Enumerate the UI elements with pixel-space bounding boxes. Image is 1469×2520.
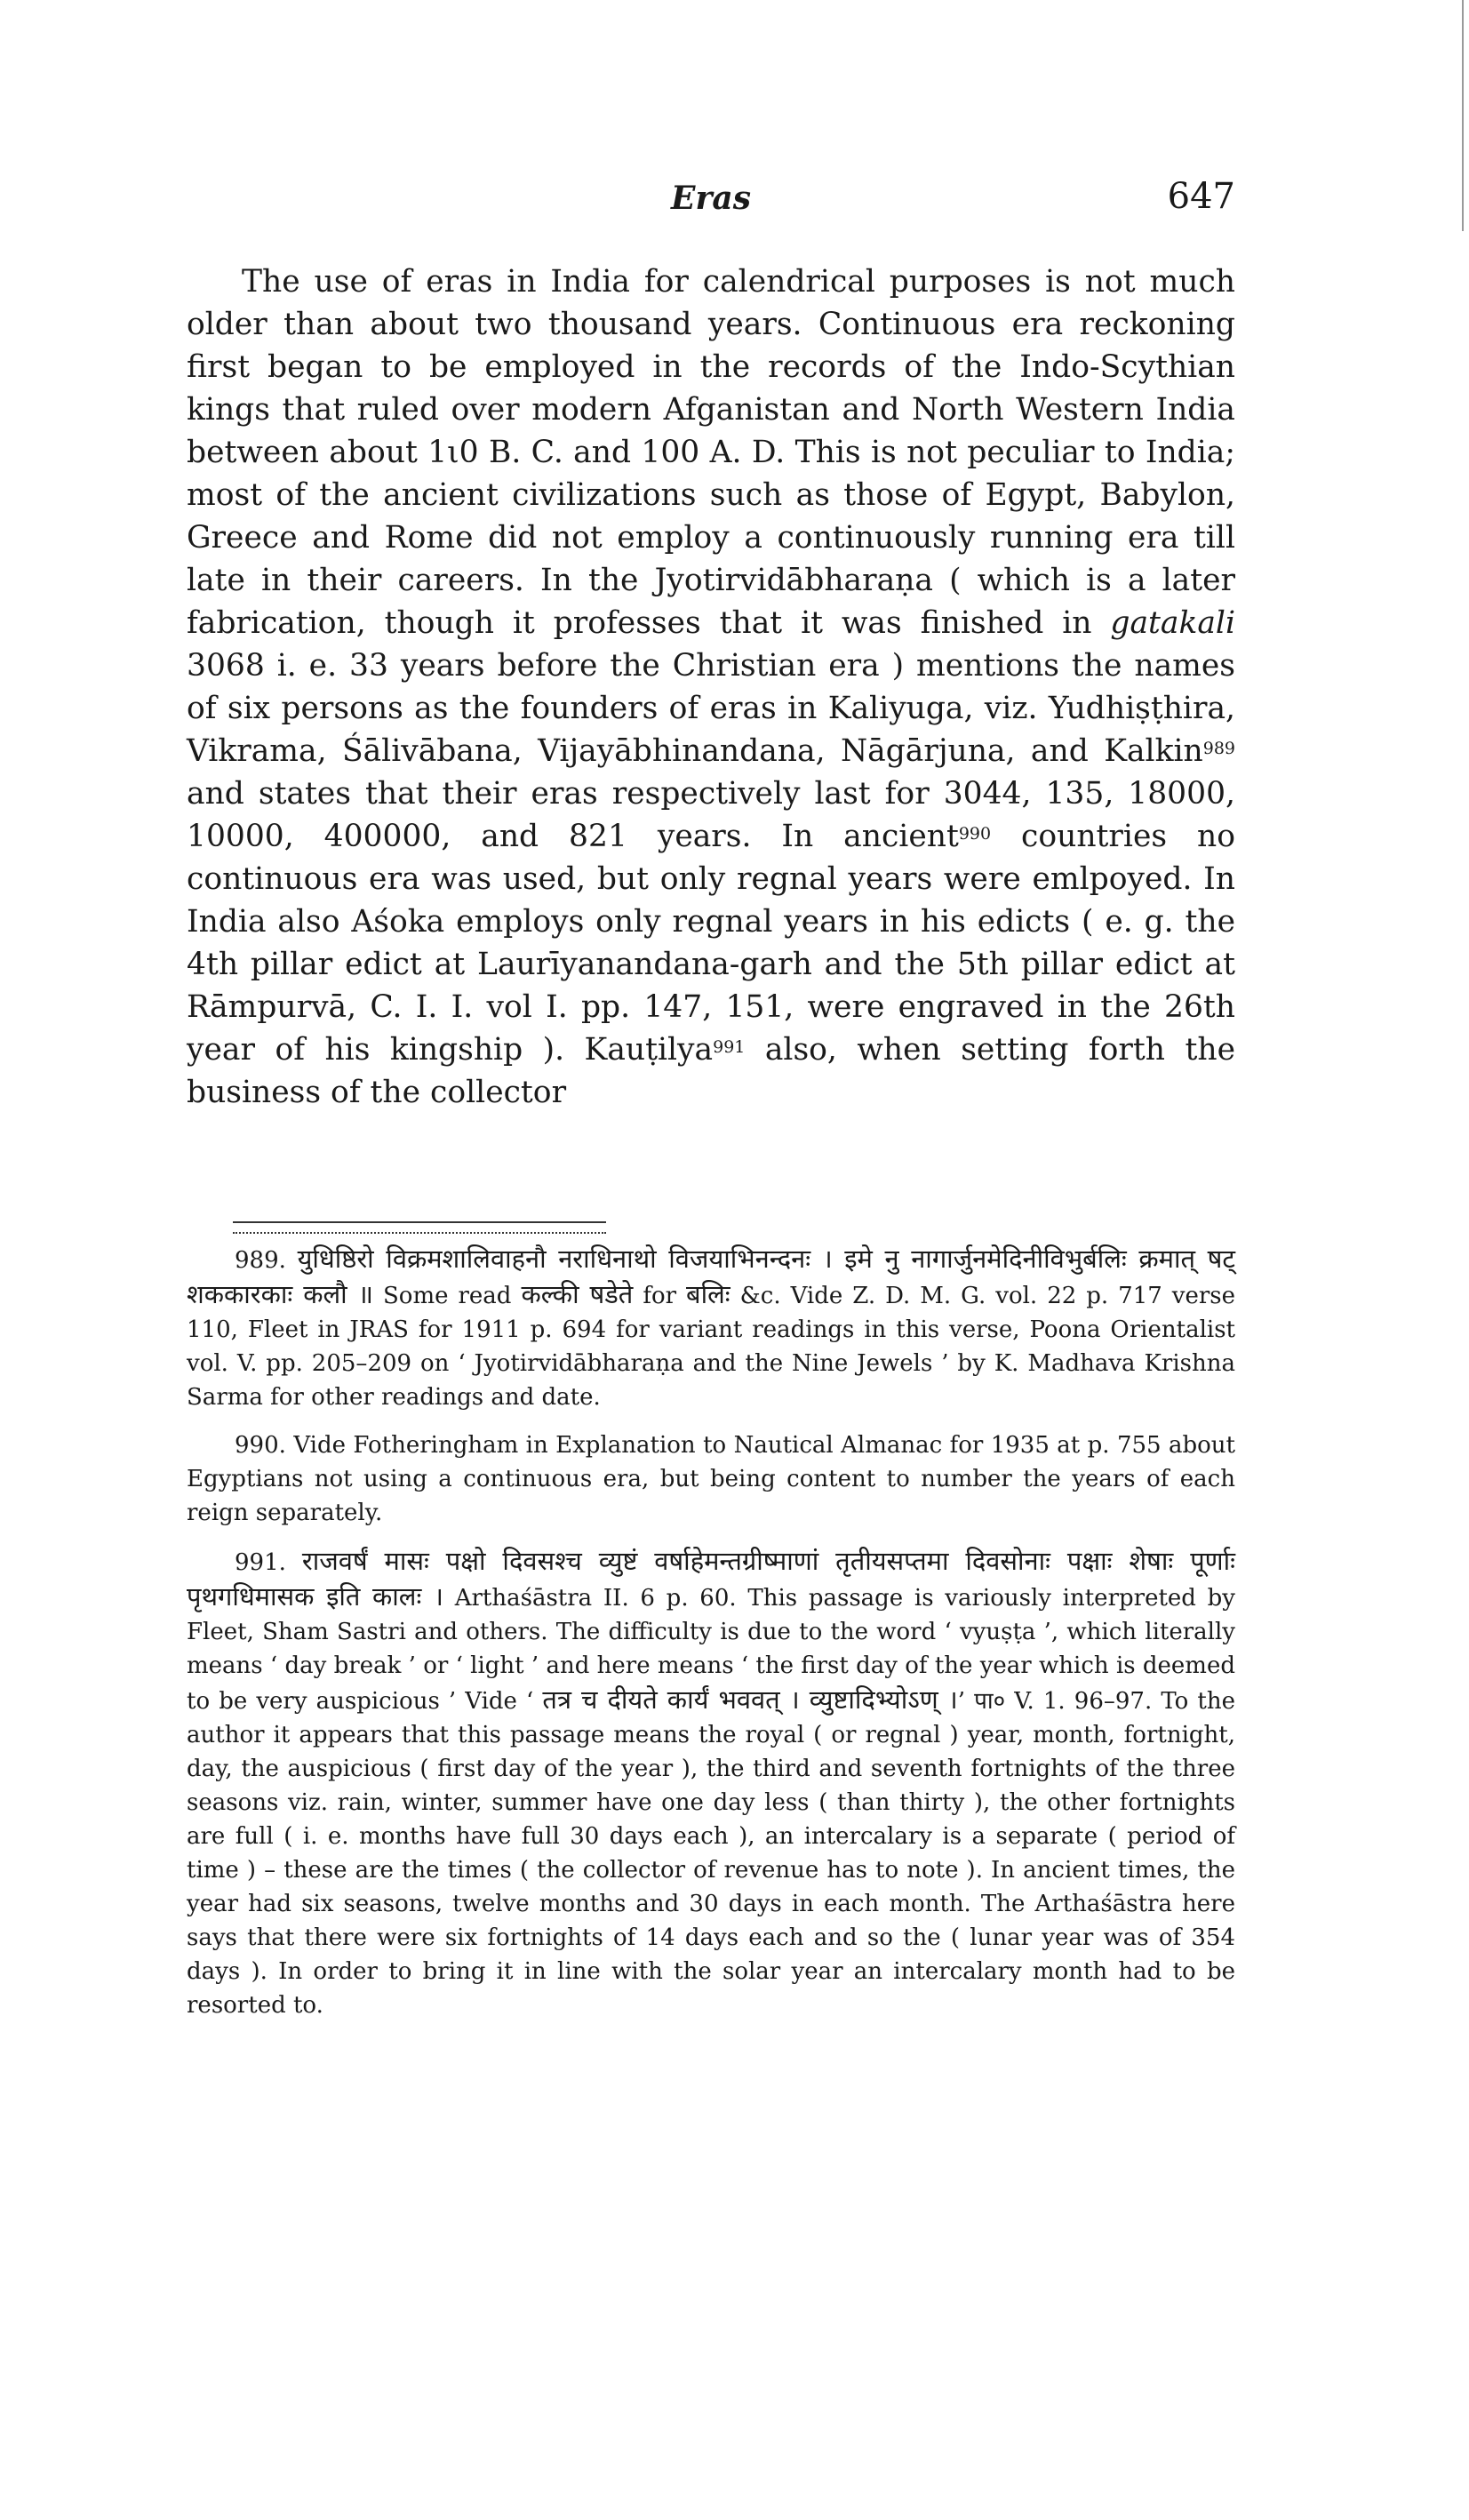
sanskrit-quote: तत्र च दीयते कार्यं भववत् । व्युष्टादिभ्योऽण् । <box>542 1684 958 1715</box>
body-paragraph <box>187 260 1235 1114</box>
page-number: 647 <box>1167 176 1235 217</box>
footnote-990 <box>187 1428 1235 1530</box>
sanskrit-word: बलिः <box>686 1279 731 1309</box>
italic-term: gatakali <box>1110 605 1235 641</box>
page-header <box>187 176 1235 229</box>
running-title: Eras <box>671 180 751 217</box>
text-segment: and states that their eras respectively last for 3044, 135, 18000, 10000, 400000, and 821 years. In ancient <box>187 776 1235 854</box>
page-edge-line <box>1462 0 1464 231</box>
text-segment: countries no continuous era was used, but only regnal years were emlpoyed. In India also Aśoka employs only regnal years in his edicts ( e. g. the 4th pillar edict at Laurīyanandana-garh and the 5th pillar edict at Rāmpurvā, C. I. I. vol I. pp. 147, 151, were engraved in the 26th year of his kingship ). Kauṭilya <box>187 819 1235 1068</box>
footnotes-section <box>187 1242 1235 2036</box>
footnote-number: 991. <box>235 1549 286 1576</box>
footnote-ref-989: 989 <box>1202 739 1235 758</box>
footnote-text: Vide Fotheringham in Explanation to Nautical Almanac for 1935 at p. 755 about Egyptians not using a continuous era, but being content to number the years of each reign separately. <box>187 1432 1235 1526</box>
footnote-989 <box>187 1242 1235 1414</box>
footnote-number: 989. <box>235 1247 286 1274</box>
footnote-ref-991: 991 <box>713 1037 746 1057</box>
text-segment: also, when setting forth the business of the collector <box>187 1032 1235 1110</box>
footnote-ref-990: 990 <box>958 824 992 844</box>
footnote-separator <box>233 1221 606 1234</box>
sanskrit-word: कल्की षडेते <box>521 1279 634 1309</box>
footnote-text: ’ पा० V. 1. 96–97. To the author it appears that this passage means the royal ( or regnal ) year, month, fortnight, day, the auspicious ( first day of the year ), the third and seventh fortnights of the three seasons viz. rain, winter, summer have one day less ( than thirty ), the other fortnights are full ( i. e. months have full 30 days each ), an intercalary is a separate ( period of time ) – these are the times ( the collector of revenue has to note ). In ancient times, the year had six seasons, twelve months and 30 days in each month. The Arthaśāstra here says that there were six fortnights of 14 days each and so the ( lunar year was of 354 days ). In order to bring it in line with the solar year an intercalary month had to be resorted to. <box>187 1688 1235 2019</box>
main-text <box>187 260 1235 1114</box>
text-segment: The use of eras in India for calendrical purposes is not much older than about two thousand years. Continuous era reckoning first began to be employed in the records of the Indo-Scythian kings that ruled over modern Afganistan and North Western India between about 1ι0 B. C. and 100 A. D. This is not peculiar to India; most of the ancient civilizations such as those of Egypt, Babylon, Greece and Rome did not employ a continuously running era till late in their careers. In the Jyotirvidābharaṇa ( which is a later fabrication, though it professes that it was finished in <box>187 264 1235 641</box>
footnote-text: for <box>633 1283 687 1309</box>
footnote-number: 990. <box>235 1432 286 1459</box>
sanskrit-verse: युधिष्ठिरो विक्रमशालिवाहनौ नराधिनाथो विजयाभिनन्दनः । इमे नु नागार्जुनमेदिनीविभुर्बलिः क्रमात् षट् शककारकाः कलौ ॥ <box>187 1244 1236 1309</box>
sanskrit-verse: राजवर्षं मासः पक्षो दिवसश्च व्युष्टं वर्षाहेमन्तग्रीष्माणां तृतीयसप्तमा दिवसोनाः पक्षाः शेषाः पूर्णाः पृथगधिमासक इति कालः । <box>187 1546 1235 1612</box>
footnote-text: &c. Vide Z. D. M. G. vol. 22 p. 717 verse 110, Fleet in JRAS for 1911 p. 694 for variant readings in this verse, Poona Orientalist vol. V. pp. 205–209 on ‘ Jyotirvidābharaṇa and the Nine Jewels ’ by K. Madhava Krishna Sarma for other readings and date. <box>187 1283 1236 1411</box>
footnote-text: Arthaśāstra II. 6 p. 60. This passage is variously interpreted by Fleet, Sham Sastri and others. The difficulty is due to the word ‘ vyuṣṭa ’, which literally means ‘ day break ’ or ‘ light ’ and here means ‘ the first day of the year which is deemed to be very auspicious ’ Vide ‘ <box>187 1585 1235 1715</box>
footnote-text: Some read <box>373 1283 522 1309</box>
text-segment: 3068 i. e. 33 years before the Christian era ) mentions the names of six persons as the founders of eras in Kaliyuga, viz. Yudhiṣṭhira, Vikrama, Śālivābana, Vijayābhinandana, Nāgārjuna, and Kalkin <box>187 648 1235 769</box>
footnote-991 <box>187 1544 1235 2022</box>
